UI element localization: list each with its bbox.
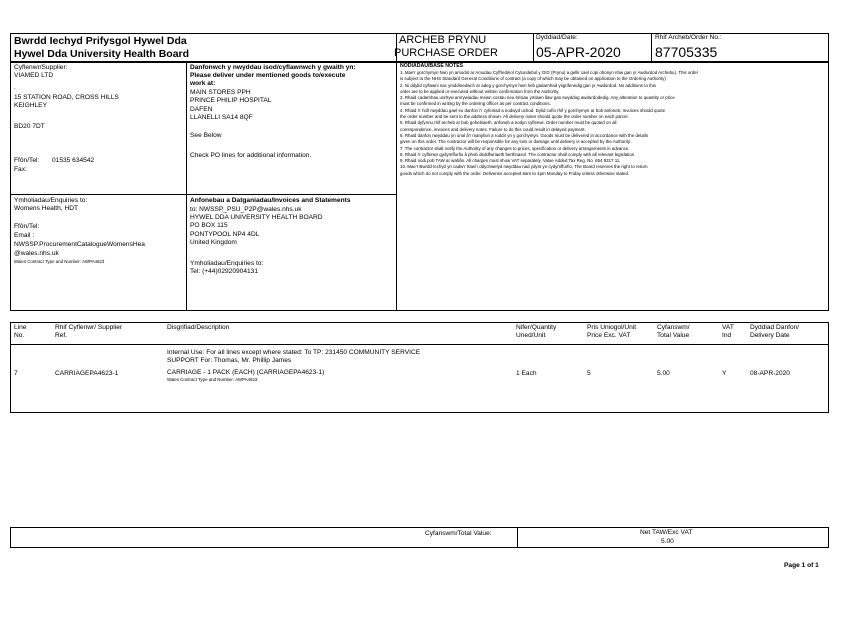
enquiries-email-line-2[interactable]: @wales.nhs.uk <box>14 250 59 257</box>
header-unit-price <box>587 324 636 341</box>
board-name-cy: Bwrdd Iechyd Prifysgol Hywel Dda <box>14 35 187 47</box>
notes-line: order are to be applied or executed without written confirmation from the Authority. <box>400 88 560 94</box>
header-unit-price-2: Price Exc. VAT <box>587 332 631 340</box>
notes-line: is subject to the NHS Standard General Conditions of contract (a copy of which may be obtained on application to the Ordering Authority) <box>400 76 666 82</box>
date-value: 05-APR-2020 <box>536 44 621 60</box>
header-description-1: Disgrifiad/Description <box>167 324 230 331</box>
delivery-label-1: Danfonwch y nwyddau isod/cyflawnwch y gwaith yn: <box>190 64 356 71</box>
header-unit-price-1: Pris Uniogol/Unit <box>587 324 637 331</box>
enquiries-email-label: Email : <box>14 232 35 239</box>
total-label: Cyfanswm/Total Value: <box>425 530 492 537</box>
invoices-enquiries-label: Ymholiadau/Enquiries to: <box>190 260 264 267</box>
notes-line: 9. Rhaid nodi pob TAW ar wahân. All charges must show VAT separately. Value Added Tax Reg. No. 654 9317 11. <box>400 158 621 164</box>
invoices-label: Anfonebau a Datganiadau/Invoices and Statements <box>190 197 351 204</box>
header-description <box>167 324 229 332</box>
row-contract-note: Wales Contract Type and Number: AWPA4623 <box>167 377 258 382</box>
header-qty-1: Nifer/Quantity <box>516 324 557 331</box>
info-divider-h1 <box>10 194 396 195</box>
invoices-to[interactable]: to: NWSSP_PSU_P2P@wales.nhs.uk <box>190 206 302 213</box>
header-line-no-2: No. <box>14 332 25 340</box>
notes-line: 3. Rhaid cadarnhau unrhyw amrywiadau mewn costau neu brisiau ymlaen llaw gan swyddog awdurdodedig. Any alteration to quantity or price <box>400 95 675 101</box>
delivery-label-2: Please deliver under mentioned goods to/execute <box>190 72 346 79</box>
header-vat <box>722 324 734 341</box>
delivery-check-po: Check PO lines for additional information. <box>190 152 312 159</box>
delivery-see-below: See Below <box>190 132 222 139</box>
enquiries-contract-note: Wales Contract Type and Number: AWPA4623 <box>14 259 105 264</box>
row-description: CARRIAGE - 1 PACK (EACH) (CARRIAGEPA4623-1) <box>167 369 325 376</box>
notes-line: the order number and be sent to the address shown. All delivery notes should quote the order number on each parcel. <box>400 114 629 120</box>
order-no-label: Rhif Archeb/Order No.: <box>655 34 722 41</box>
notes-line: correspondence, invoices and delivery notes. Failure to do this could result in delayed payment. <box>400 126 586 132</box>
internal-use-1: Internal Use: For all lines except where stated: To TP: 231450 COMMUNITY SERVICE <box>167 349 421 356</box>
delivery-line-4: LLANELLI SA14 8QF <box>190 114 253 121</box>
notes-list <box>400 70 826 177</box>
notes-title: NODIADAU/BASE NOTES <box>400 63 464 69</box>
board-name-en: Hywel Dda University Health Board <box>14 48 190 60</box>
delivery-label-3: work at: <box>190 80 216 87</box>
invoices-line-2: PO BOX 115 <box>190 222 228 229</box>
header-total <box>657 324 690 341</box>
supplier-address-1: 15 STATION ROAD, CROSS HILLS <box>14 94 119 101</box>
supplier-label: Cyflenwr/Supplier: <box>14 64 68 71</box>
notes-line: 4. Rhaid i'r holl nwyddau gael eu danfon i'r cyfeiriad a nodwyd uchod. Dylid cofio rhif y gorchymyn ar bob anfoneb. Invoices should quote <box>400 107 666 113</box>
net-value: 5.00 <box>661 538 674 545</box>
header-vat-2: Ind <box>722 332 732 340</box>
notes-line: 7. The contractor shall notify the Authority of any changes to prices, specification or delivery arrangements in advance. <box>400 145 630 151</box>
header-delivery-date-1: Dyddiad Danfon/ <box>750 324 800 331</box>
row-unit-price: 5 <box>587 370 591 377</box>
header-line-no <box>14 324 26 341</box>
supplier-postcode: BD20 7DT <box>14 123 45 130</box>
invoices-tel: Tel: (+44)02920904131 <box>190 268 259 275</box>
header-divider-3 <box>651 33 652 62</box>
supplier-phone-label: Ffôn/Tel: <box>14 157 40 164</box>
header-vat-1: VAT <box>722 324 734 331</box>
notes-line: 2. Ni ddylid cyflawni nac ymddiriedwch ar adeg y gorchymyn hwn heb gadarnhad ysgrifenedig gan yr Awdurdod. No additions to this <box>400 82 656 88</box>
notes-line: 5. Rhaid dyfynnu rhif archeb ar bob gohebiaeth, anfoneb a nodyn cyflenwi. Order number must be quoted on all <box>400 120 617 126</box>
enquiries-phone-label: Ffôn/Tel: <box>14 223 40 230</box>
order-no-value: 87705335 <box>655 44 718 60</box>
supplier-phone-value: 01535 634542 <box>52 157 95 164</box>
header-qty-2: Uned/Unit <box>516 332 546 340</box>
delivery-line-1: MAIN STORES PPH <box>190 89 251 96</box>
header-total-1: Cyfanswm/ <box>657 324 690 331</box>
header-delivery-date-2: Delivery Date <box>750 332 790 340</box>
order-title-cy: ARCHEB PRYNU <box>399 34 487 46</box>
notes-line: goods which do not comply with the order. Deliveries accepted 8am to 4pm Monday to Friday unless otherwise stated. <box>400 170 630 176</box>
header-divider-2 <box>533 33 534 62</box>
row-line-no: 7 <box>14 370 18 377</box>
net-label: Net TAW/Exc VAT <box>640 529 693 536</box>
table-header-divider <box>10 344 829 345</box>
notes-line: 6. Rhaid danfon nwyddau yn unol â'r manylion a roddir yn y gorchymyn. Goods must be delivered in accordance with the details <box>400 132 649 138</box>
enquiries-label: Ymholiadau/Enquiries to: <box>14 197 88 204</box>
delivery-line-3: DAFEN <box>190 106 213 113</box>
row-vat: Y <box>722 370 727 377</box>
header-total-2: Total Value <box>657 332 690 340</box>
header-supplier-ref-2: Ref. <box>55 332 68 340</box>
invoices-line-4: United Kingdom <box>190 239 237 246</box>
notes-line: 1. Mae'r gorchymyn hwn yn amodol ar Amodau Cyffredinol Cytundebol y GIG (Prynu) a gellir cael copi ohonyn nhw gan yr Awdurdod Archebu). This order <box>400 70 699 75</box>
line-items-table <box>10 322 829 413</box>
total-bar <box>10 527 829 548</box>
header-qty <box>516 324 556 341</box>
invoices-line-1: HYWEL DDA UNIVERSITY HEALTH BOARD <box>190 214 323 221</box>
notes-line: 8. Rhaid i'r cyflenwr gydymffurfio â phob deddfwriaeth berthnasol. The contractor shall comply with all relevant legislation <box>400 151 635 157</box>
row-supplier-ref: CARRIAGEPA4623-1 <box>55 370 119 377</box>
notes-line: given on this order. The contractor will be responsible for any loss or damage until delivery is accepted by the Authority. <box>400 139 631 145</box>
delivery-line-2: PRINCE PHILIP HOSPITAL <box>190 97 272 104</box>
total-divider <box>517 527 518 548</box>
header-line-no-1: Line <box>14 324 27 331</box>
supplier-dot: . <box>14 84 16 91</box>
supplier-name: VIAMED LTD <box>14 72 54 79</box>
row-delivery-date: 08-APR-2020 <box>750 370 790 377</box>
supplier-address-2: KEIGHLEY <box>14 102 47 109</box>
row-qty: 1 Each <box>516 370 537 377</box>
page-number: Page 1 of 1 <box>784 562 819 569</box>
header-supplier-ref <box>55 324 122 341</box>
enquiries-value: Womens Health, HDT <box>14 205 79 212</box>
notes-line: 10. Mae'r Bwrdd Iechyd yn cadw'r hawl i ddychwelyd nwyddau nad ydynt yn cydymffurfio. The Board reserves the right to return <box>400 164 648 170</box>
invoices-line-3: PONTYPOOL NP4 4DL <box>190 231 260 238</box>
header-supplier-ref-1: Rhif Cyflenwr/ Supplier <box>55 324 123 331</box>
info-divider-v2 <box>396 62 397 311</box>
enquiries-email-line-1[interactable]: NWSSP.ProcurementCatalogueWomensHea <box>14 241 145 248</box>
header-delivery-date <box>750 324 799 341</box>
internal-use-2: SUPPORT For: Thomas, Mr. Phillip James <box>167 357 292 364</box>
supplier-fax-label: Fax: <box>14 166 27 173</box>
row-total: 5.00 <box>657 370 670 377</box>
date-label: Dyddiad/Date: <box>536 34 578 41</box>
order-title-en: PURCHASE ORDER <box>394 47 498 59</box>
info-divider-v1 <box>186 62 187 311</box>
notes-line: must be confirmed in writing by the ordering officer as per contract conditions. <box>400 101 551 107</box>
